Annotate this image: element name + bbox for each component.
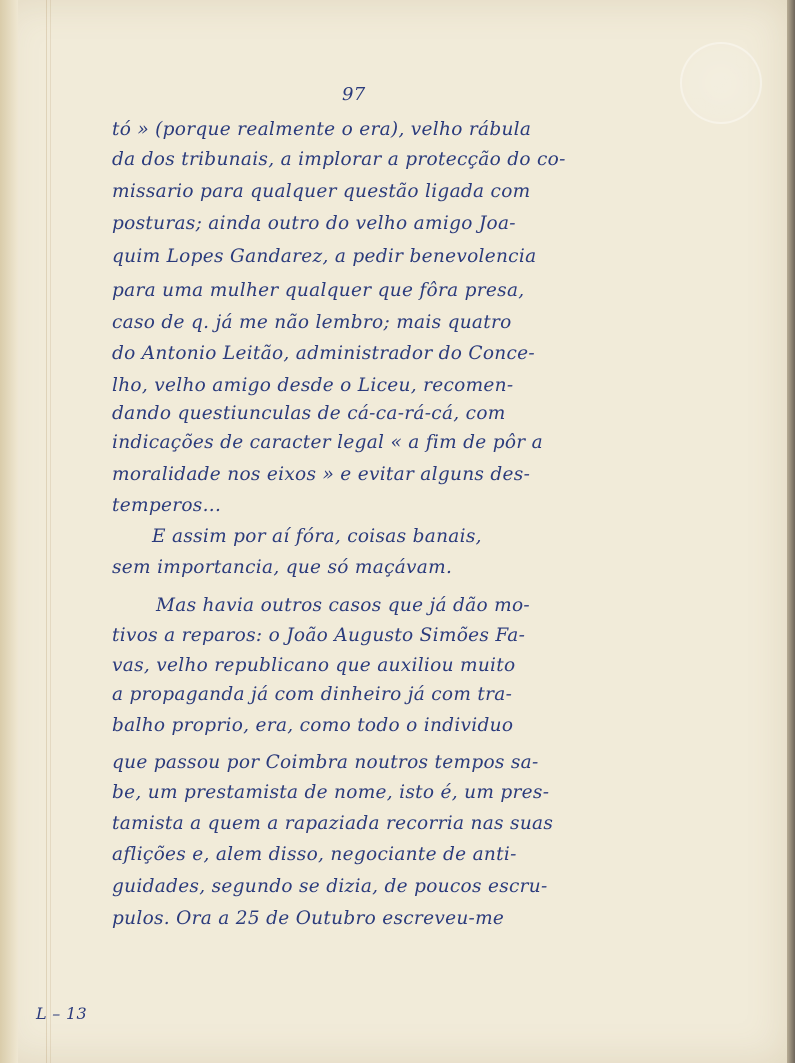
page-number: 97	[342, 84, 366, 105]
text-line: moralidade nos eixos » e evitar alguns des-	[112, 464, 531, 485]
text-line: pulos. Ora a 25 de Outubro escreveu-me	[112, 908, 505, 929]
text-line: guidades, segundo se dizia, de poucos escru-	[112, 876, 548, 897]
text-line: vas, velho republicano que auxiliou muito	[112, 655, 516, 676]
text-line: be, um prestamista de nome, isto é, um pres-	[112, 782, 550, 803]
text-line: missario para qualquer questão ligada com	[112, 181, 531, 202]
text-line: quim Lopes Gandarez, a pedir benevolencia	[112, 246, 537, 267]
text-line: tamista a quem a rapaziada recorria nas suas	[112, 813, 554, 834]
page-edge	[787, 0, 795, 1063]
blind-stamp	[680, 42, 762, 124]
text-line: tivos a reparos: o João Augusto Simões Fa-	[112, 625, 526, 646]
text-line: tó » (porque realmente o era), velho rábula	[112, 119, 532, 140]
page-gutter	[0, 0, 18, 1063]
margin-reference: L – 13	[36, 1004, 87, 1023]
text-line: caso de q. já me não lembro; mais quatro	[112, 312, 512, 333]
text-line: da dos tribunais, a implorar a protecção do co-	[112, 149, 566, 170]
text-line: balho proprio, era, como todo o individuo	[112, 715, 514, 736]
margin-fold-line	[46, 0, 47, 1063]
text-line: E assim por aí fóra, coisas banais,	[152, 526, 482, 547]
text-line: do Antonio Leitão, administrador do Conce-	[112, 343, 535, 364]
margin-fold-line	[50, 0, 51, 1063]
text-line: indicações de caracter legal « a fim de pôr a	[112, 432, 543, 453]
text-line: dando questiunculas de cá-ca-rá-cá, com	[112, 403, 506, 424]
text-line: a propaganda já com dinheiro já com tra-	[112, 684, 513, 705]
text-line: temperos...	[112, 495, 222, 516]
text-line: sem importancia, que só maçávam.	[112, 557, 453, 578]
text-line: que passou por Coimbra noutros tempos sa-	[112, 752, 539, 773]
text-line: Mas havia outros casos que já dão mo-	[156, 595, 530, 616]
text-line: aflições e, alem disso, negociante de anti-	[112, 844, 517, 865]
text-line: para uma mulher qualquer que fôra presa,	[112, 280, 525, 301]
text-line: posturas; ainda outro do velho amigo Joa-	[112, 213, 516, 234]
text-line: lho, velho amigo desde o Liceu, recomen-	[112, 375, 514, 396]
